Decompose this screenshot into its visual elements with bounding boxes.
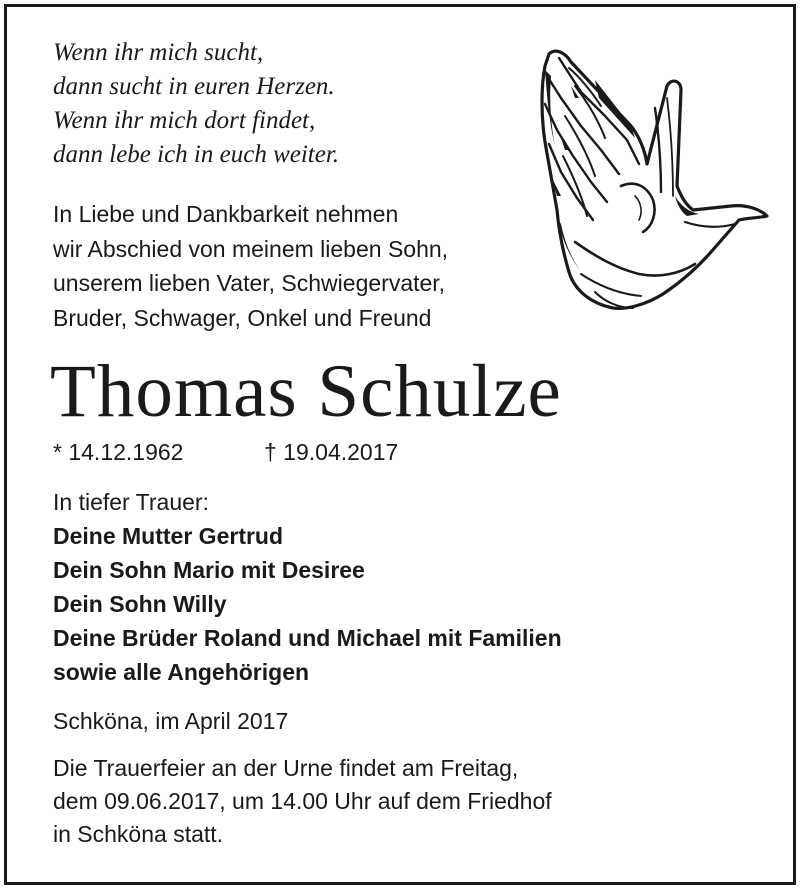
mourner-line: Dein Sohn Mario mit Desiree: [53, 557, 365, 583]
birth-date: * 14.12.1962: [53, 439, 184, 465]
mourner-line: Deine Mutter Gertrud: [53, 523, 284, 549]
place-date: Schköna, im April 2017: [53, 708, 289, 734]
poem-line: dann lebe ich in euch weiter.: [53, 141, 340, 168]
funeral-service-info: [53, 752, 552, 851]
poem: [53, 36, 339, 172]
mourner-line: Dein Sohn Willy: [53, 591, 227, 617]
intro-text: [53, 197, 448, 335]
intro-line: In Liebe und Dankbarkeit nehmen: [53, 201, 399, 227]
poem-line: Wenn ihr mich dort findet,: [53, 107, 316, 134]
death-date: † 19.04.2017: [264, 439, 399, 465]
mourner-line: Deine Brüder Roland und Michael mit Familien: [53, 625, 562, 651]
mourners-intro: In tiefer Trauer:: [53, 489, 209, 515]
intro-line: wir Abschied von meinem lieben Sohn,: [53, 235, 449, 262]
intro-line: unserem lieben Vater, Schwiegervater,: [53, 270, 446, 296]
service-line: in Schköna statt.: [53, 821, 224, 847]
service-line: Die Trauerfeier an der Urne findet am Freitag,: [53, 755, 519, 781]
mourner-line: sowie alle Angehörigen: [53, 659, 310, 685]
mourners-list: [53, 485, 562, 689]
intro-line: Bruder, Schwager, Onkel und Freund: [53, 304, 432, 331]
praying-hands-icon: [535, 46, 770, 316]
poem-line: Wenn ihr mich sucht,: [53, 39, 264, 66]
deceased-name: Thomas Schulze: [50, 350, 562, 433]
life-dates: [53, 436, 398, 468]
service-line: dem 09.06.2017, um 14.00 Uhr auf dem Friedhof: [53, 788, 552, 814]
poem-line: dann sucht in euren Herzen.: [53, 73, 335, 100]
